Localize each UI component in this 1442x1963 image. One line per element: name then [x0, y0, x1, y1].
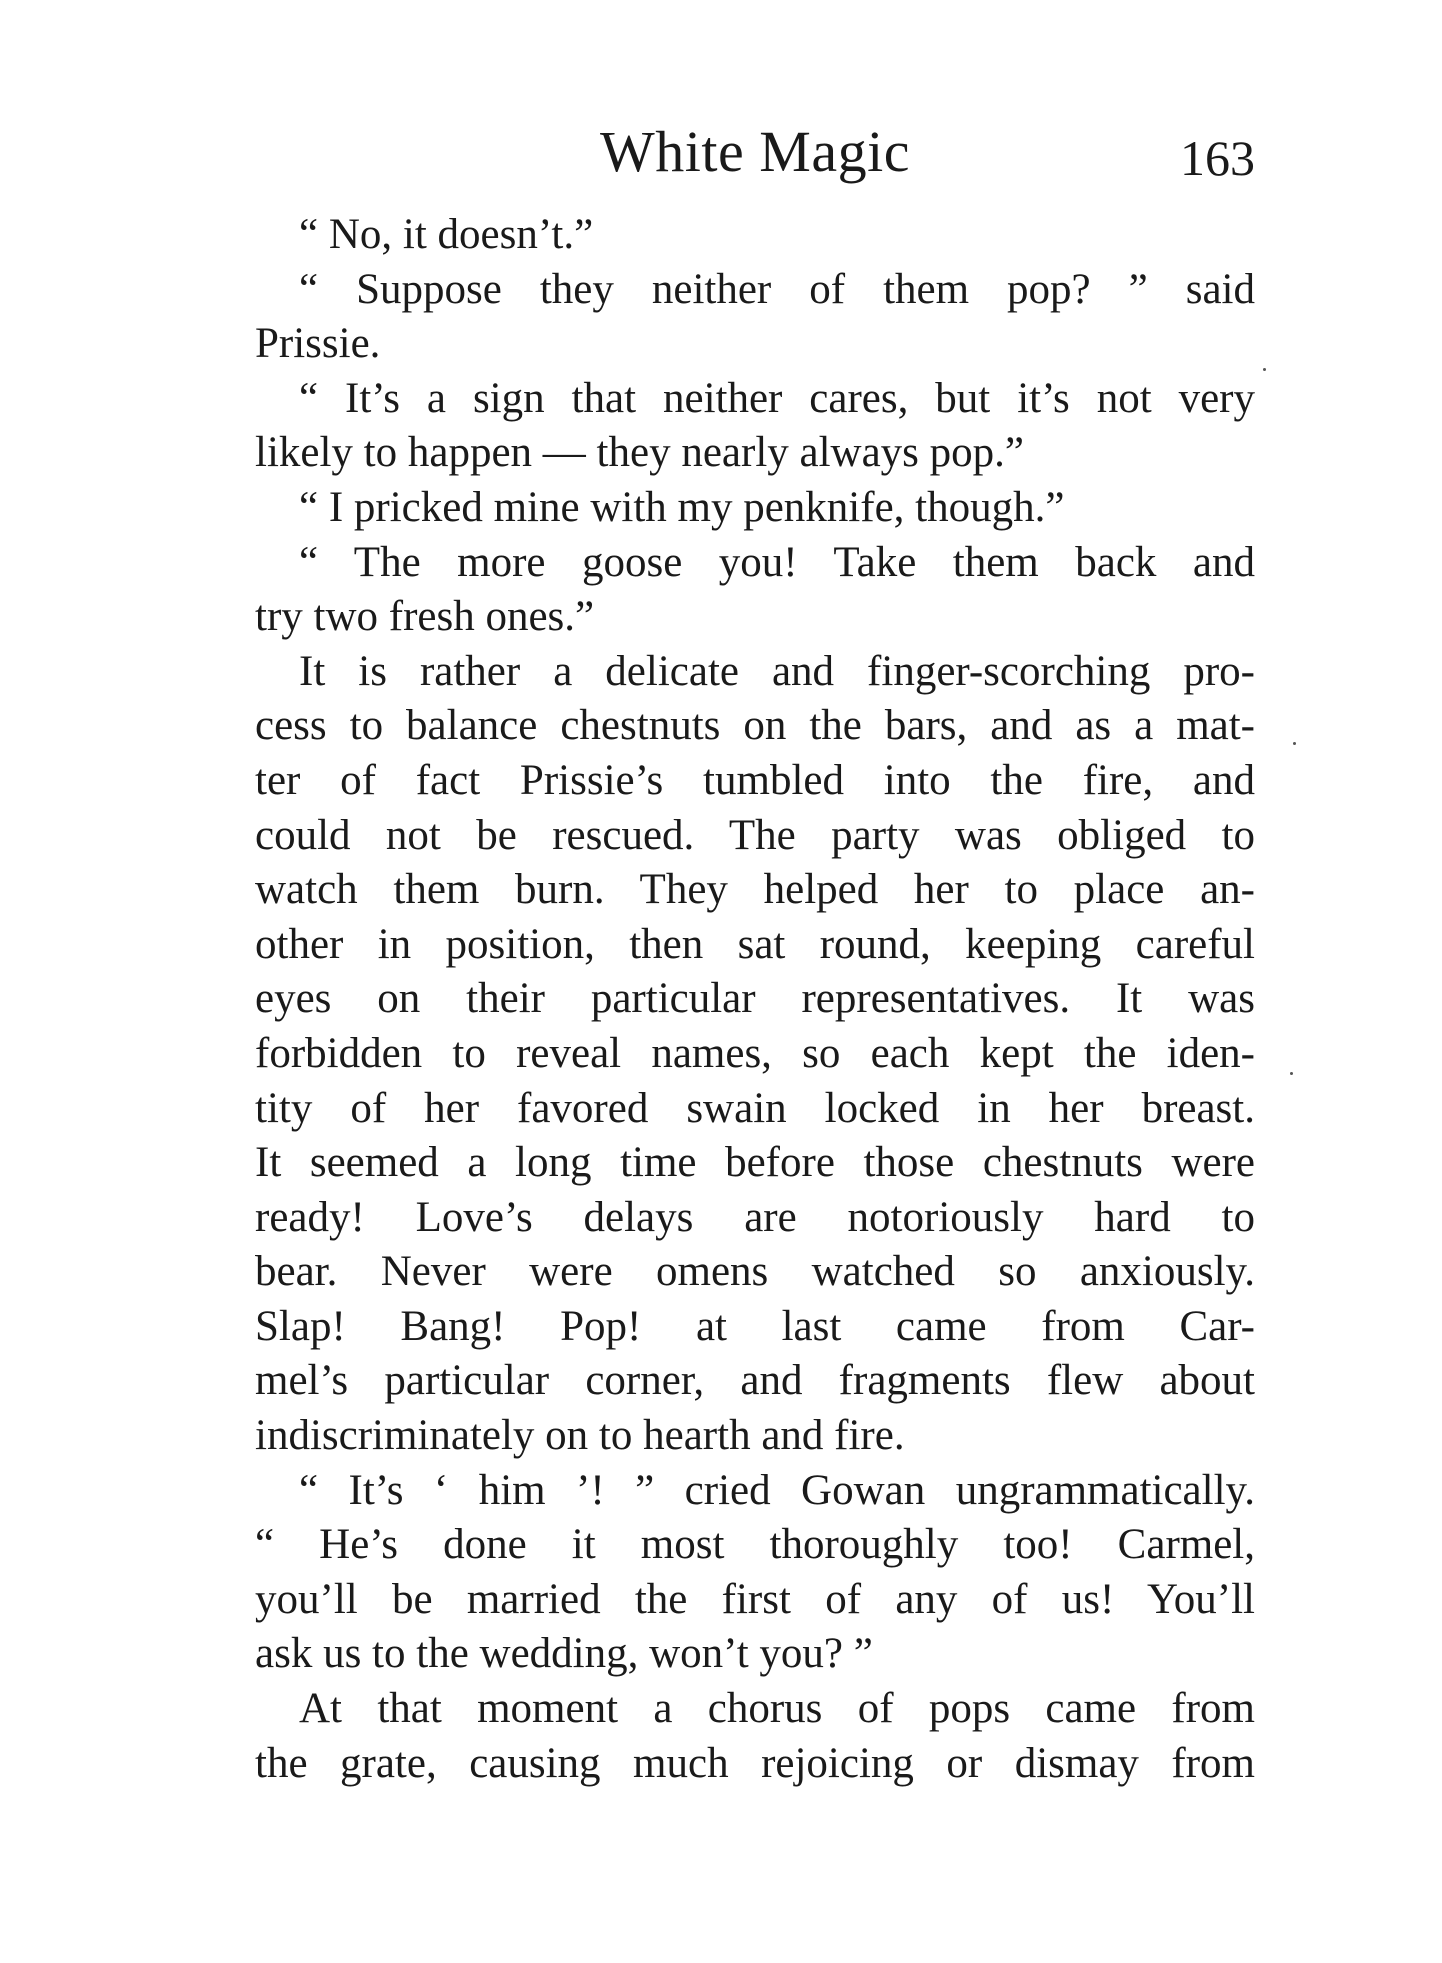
text-line: At that moment a chorus of pops came from: [299, 1685, 1255, 1733]
text-line: try two fresh ones.”: [255, 593, 595, 641]
text-line: It seemed a long time before those chestnuts were: [255, 1139, 1255, 1187]
text-line: ready! Love’s delays are notoriously hard to: [255, 1193, 1255, 1241]
text-line: bear. Never were omens watched so anxiously.: [255, 1248, 1255, 1296]
text-line: “ Suppose they neither of them pop? ” said: [299, 265, 1255, 313]
text-line: the grate, causing much rejoicing or dismay from: [255, 1739, 1255, 1787]
text-line: “ He’s done it most thoroughly too! Carmel,: [255, 1521, 1255, 1569]
text-line: tity of her favored swain locked in her breast.: [255, 1084, 1255, 1132]
text-line: “ The more goose you! Take them back and: [299, 538, 1255, 586]
text-line: indiscriminately on to hearth and fire.: [255, 1412, 905, 1460]
text-line: likely to happen — they nearly always pop.”: [255, 429, 1025, 477]
print-speck: [1293, 742, 1296, 745]
body-text: [255, 208, 1255, 1791]
text-line: watch them burn. They helped her to place an-: [255, 866, 1255, 914]
text-line: could not be rescued. The party was obliged to: [255, 811, 1255, 859]
text-line: It is rather a delicate and finger-scorching pro-: [299, 647, 1255, 695]
text-line: forbidden to reveal names, so each kept the iden-: [255, 1029, 1255, 1077]
text-line: “ It’s ‘ him ’! ” cried Gowan ungrammatically.: [299, 1466, 1255, 1514]
print-speck: [1290, 1072, 1293, 1075]
running-head: [255, 112, 1255, 192]
print-speck: [1263, 368, 1266, 371]
text-line: you’ll be married the first of any of us! You’ll: [255, 1575, 1255, 1623]
text-line: ask us to the wedding, won’t you? ”: [255, 1630, 873, 1678]
running-title: White Magic: [600, 119, 910, 184]
page-number: 163: [1180, 130, 1255, 186]
text-line: “ No, it doesn’t.”: [299, 211, 594, 258]
text-line: other in position, then sat round, keeping careful: [255, 920, 1255, 968]
text-line: Slap! Bang! Pop! at last came from Car-: [255, 1302, 1255, 1350]
text-line: eyes on their particular representatives. It was: [255, 975, 1255, 1023]
text-line: “ It’s a sign that neither cares, but it’s not very: [299, 374, 1255, 422]
text-line: “ I pricked mine with my penknife, though.”: [299, 483, 1065, 531]
text-line: mel’s particular corner, and fragments flew about: [255, 1357, 1255, 1405]
text-line: Prissie.: [255, 320, 381, 368]
text-line: ter of fact Prissie’s tumbled into the fire, and: [255, 756, 1255, 804]
text-line: cess to balance chestnuts on the bars, and as a mat-: [255, 702, 1255, 750]
